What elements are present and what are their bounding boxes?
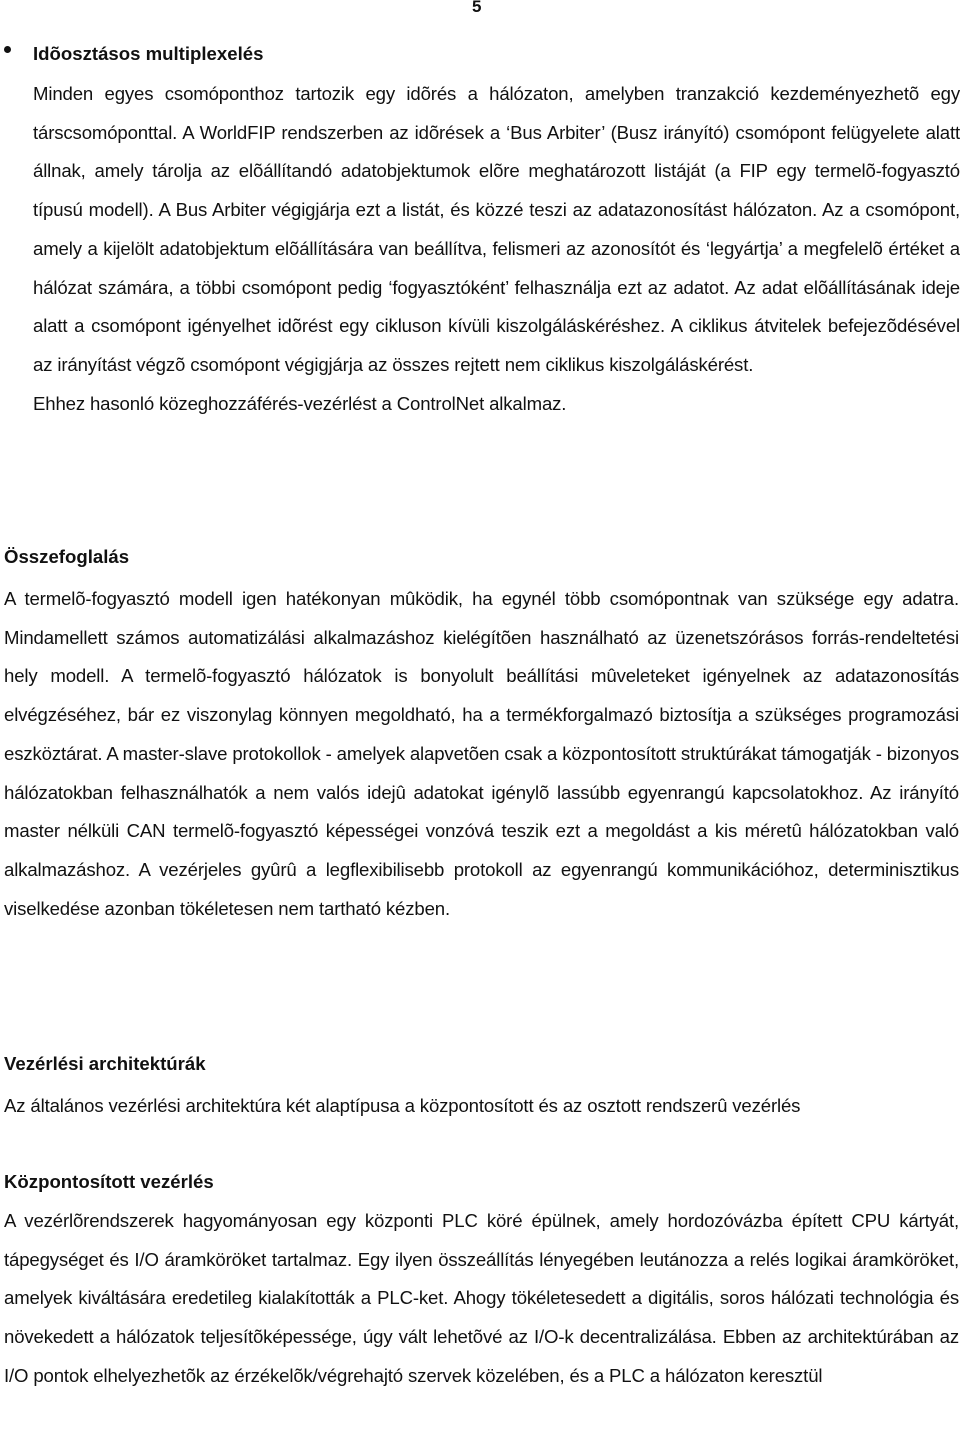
paragraph-centralized: A vezérlõrendszerek hagyományosan egy központi PLC köré épülnek, amely hordozóvázba épített CPU kártyát, tápegységet és I/O áramköröket tartalmaz. Egy ilyen összeállítás lényegében leutánozza a relés logikai áramköröket, amelyek kiváltására eredetileg kialakították a PLC-ket. Ahogy tökéletesedett a digitális, soros hálózati technológia és növekedett a hálózatok teljesítõképessége, úgy vált lehetõvé az I/O-k decentralizálása. Ebben az architektúrában az I/O pontok elhelyezhetõk az érzékelõk/végrehajtó szervek közelében, és a PLC a hálózaton keresztül: [4, 1210, 959, 1386]
paragraph-summary: A termelõ-fogyasztó modell igen hatékonyan mûködik, ha egynél több csomópontnak van szüksége egy adatra. Mindamellett számos automatizálási alkalmazáshoz kielégítõen használható az üzenetszórásos forrás-rendeltetési hely modell. A termelõ-fogyasztó hálózatok is bonyolult beállítási mûveleteket igényelnek az adatazonosítás elvégzéséhez, bár ez viszonylag könnyen megoldható, ha a termékforgalmazó biztosítja a szükséges programozási eszköztárat. A master-slave protokollok - amelyek alapvetõen csak a központosított struktúrákat támogatják - bizonyos hálózatokban felhasználhatók a nem valós idejû adatokat igénylõ lassúbb egyenrangú kapcsolatokhoz. Az irányító master nélküli CAN termelõ-fogyasztó képességei vonzóvá teszik ezt a megoldást a kis méretû hálózatokban való alkalmazáshoz. A vezérjeles gyûrû a legflexibilisebb protokoll az egyenrangú kommunikációhoz, determinisztikus viselkedése azonban tökéletesen nem tartható kézben.: [4, 588, 959, 919]
paragraph-architectures: Az általános vezérlési architektúra két alaptípusa a központosított és az osztott rendszerû vezérlés: [4, 1095, 801, 1116]
paragraph-tdm: [33, 75, 960, 423]
section-heading-summary: Összefoglalás: [4, 546, 130, 567]
page-number: 5: [472, 0, 482, 16]
paragraph-tdm-closing: Ehhez hasonló közeghozzáférés-vezérlést a ControlNet alkalmaz.: [33, 392, 567, 414]
bullet-icon: [4, 46, 11, 53]
section-heading-centralized: Központosított vezérlés: [4, 1171, 214, 1192]
section-heading-tdm: Idõosztásos multiplexelés: [33, 43, 264, 64]
paragraph-tdm-text: Minden egyes csomóponthoz tartozik egy idõrés a hálózaton, amelyben tranzakció kezdeményezhetõ egy társcsomóponttal. A WorldFIP rendszerben az idõrések a ‘Bus Arbiter’ (Busz irányító) csomópont felügyelete alatt állnak, amely tárolja az elõállítandó adatobjektumok elõre meghatározott listáját (a FIP egy termelõ-fogyasztó típusú modell). A Bus Arbiter végigjárja ezt a listát, és közzé teszi az adatazonosítást hálózaton. Az a csomópont, amely a kijelölt adatobjektum elõállítására van beállítva, felismeri az azonosítót és ‘legyártja’ a megfelelõ értéket a hálózat számára, a többi csomópont pedig ‘fogyasztóként’ felhasználja ezt az adatot. Az adat elõállításának ideje alatt a csomópont igényelhet idõrést egy cikluson kívüli kiszolgáláskéréshez. A ciklikus átvitelek befejezõdésével az irányítást végzõ csomópont végigjárja az összes rejtett nem ciklikus kiszolgáláskérést.: [33, 83, 960, 375]
section-heading-architectures: Vezérlési architektúrák: [4, 1053, 206, 1074]
